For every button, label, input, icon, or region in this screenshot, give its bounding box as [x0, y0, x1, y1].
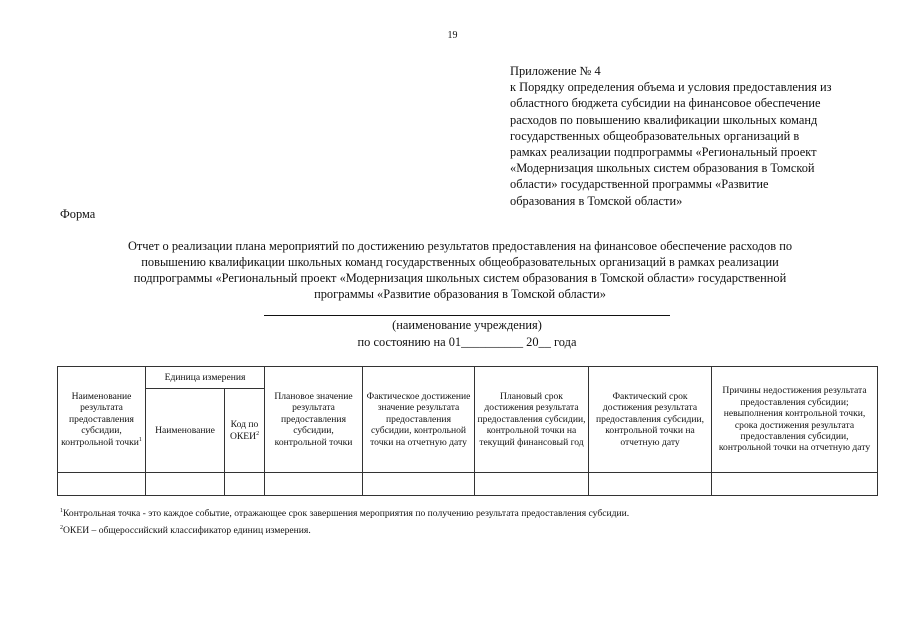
- table-cell[interactable]: [589, 473, 712, 496]
- appendix-line: образования в Томской области»: [510, 193, 683, 208]
- header-actual-value: Фактическое достижение значение результата предоставления субсидии, контрольной точки на отчетную дату: [363, 367, 475, 473]
- as-of-date: по состоянию на 01__________ 20__ года: [357, 335, 577, 349]
- form-label: Форма: [60, 207, 96, 221]
- footnote: $^2$ОКЕИ – общероссийский классификатор единиц измерения.: [60, 524, 311, 536]
- table-cell[interactable]: [58, 473, 146, 496]
- appendix-block: [510, 63, 890, 209]
- organization-name-line: [264, 315, 670, 316]
- appendix-line: государственных общеобразовательных организаций в: [510, 128, 800, 143]
- header-actual-date: Фактический срок достижения результата предоставления субсидии, контрольной точки на отчетную дату: [589, 367, 712, 473]
- appendix-line: областного бюджета субсидии на финансовое обеспечение: [510, 96, 821, 111]
- appendix-line: к Порядку определения объема и условия предоставления из: [510, 80, 832, 95]
- appendix-line: «Модернизация школьных систем образования в Томской: [510, 161, 815, 176]
- report-title-line: повышению квалификации школьных команд государственных общеобразовательных организаций в рамках реализации: [141, 255, 779, 269]
- header-result-name: Наименование результата предоставления субсидии, контрольной точки$^1$: [58, 367, 146, 473]
- table-row: [58, 473, 878, 496]
- header-unit-group: Единица измерения: [146, 367, 265, 389]
- header-planned-value: Плановое значение результата предоставления субсидии, контрольной точки: [265, 367, 363, 473]
- appendix-line: расходов по повышению квалификации школьных команд: [510, 112, 818, 127]
- header-planned-date: Плановый срок достижения результата предоставления субсидии, контрольной точки на текущий финансовый год: [475, 367, 589, 473]
- page-number: 19: [447, 30, 458, 41]
- report-title-line: подпрограммы «Региональный проект «Модернизация школьных систем образования в Томской области» государственной: [133, 271, 787, 285]
- organization-caption: (наименование учреждения): [392, 318, 542, 332]
- appendix-line: области» государственной программы «Развитие: [510, 177, 769, 192]
- report-title-line: программы «Развитие образования в Томской области»: [314, 287, 606, 301]
- table-cell[interactable]: [146, 473, 225, 496]
- report-table: [57, 366, 878, 496]
- table-cell[interactable]: [712, 473, 878, 496]
- appendix-title: Приложение № 4: [510, 64, 601, 78]
- header-unit-name: Наименование: [146, 389, 225, 473]
- header-unit-code: Код по ОКЕИ$^2$: [225, 389, 265, 473]
- table-cell[interactable]: [225, 473, 265, 496]
- table-cell[interactable]: [363, 473, 475, 496]
- table-cell[interactable]: [475, 473, 589, 496]
- header-reasons: Причины недостижения результата предоставления субсидии; невыполнения контрольной точки, срока достижения результата предоставления субсидии, контрольной точки на отчетную дату: [712, 367, 878, 473]
- report-title-line: Отчет о реализации плана мероприятий по достижению результатов предоставления на финансовое обеспечение расходов по: [127, 239, 793, 253]
- footnotes: [60, 505, 880, 539]
- report-title: [60, 238, 860, 302]
- footnote: $^1$Контрольная точка - это каждое событие, отражающее срок завершения мероприятия по получению результата предоставления субсидии.: [60, 507, 630, 519]
- table-cell[interactable]: [265, 473, 363, 496]
- appendix-line: рамках реализации подпрограммы «Региональный проект: [510, 145, 817, 160]
